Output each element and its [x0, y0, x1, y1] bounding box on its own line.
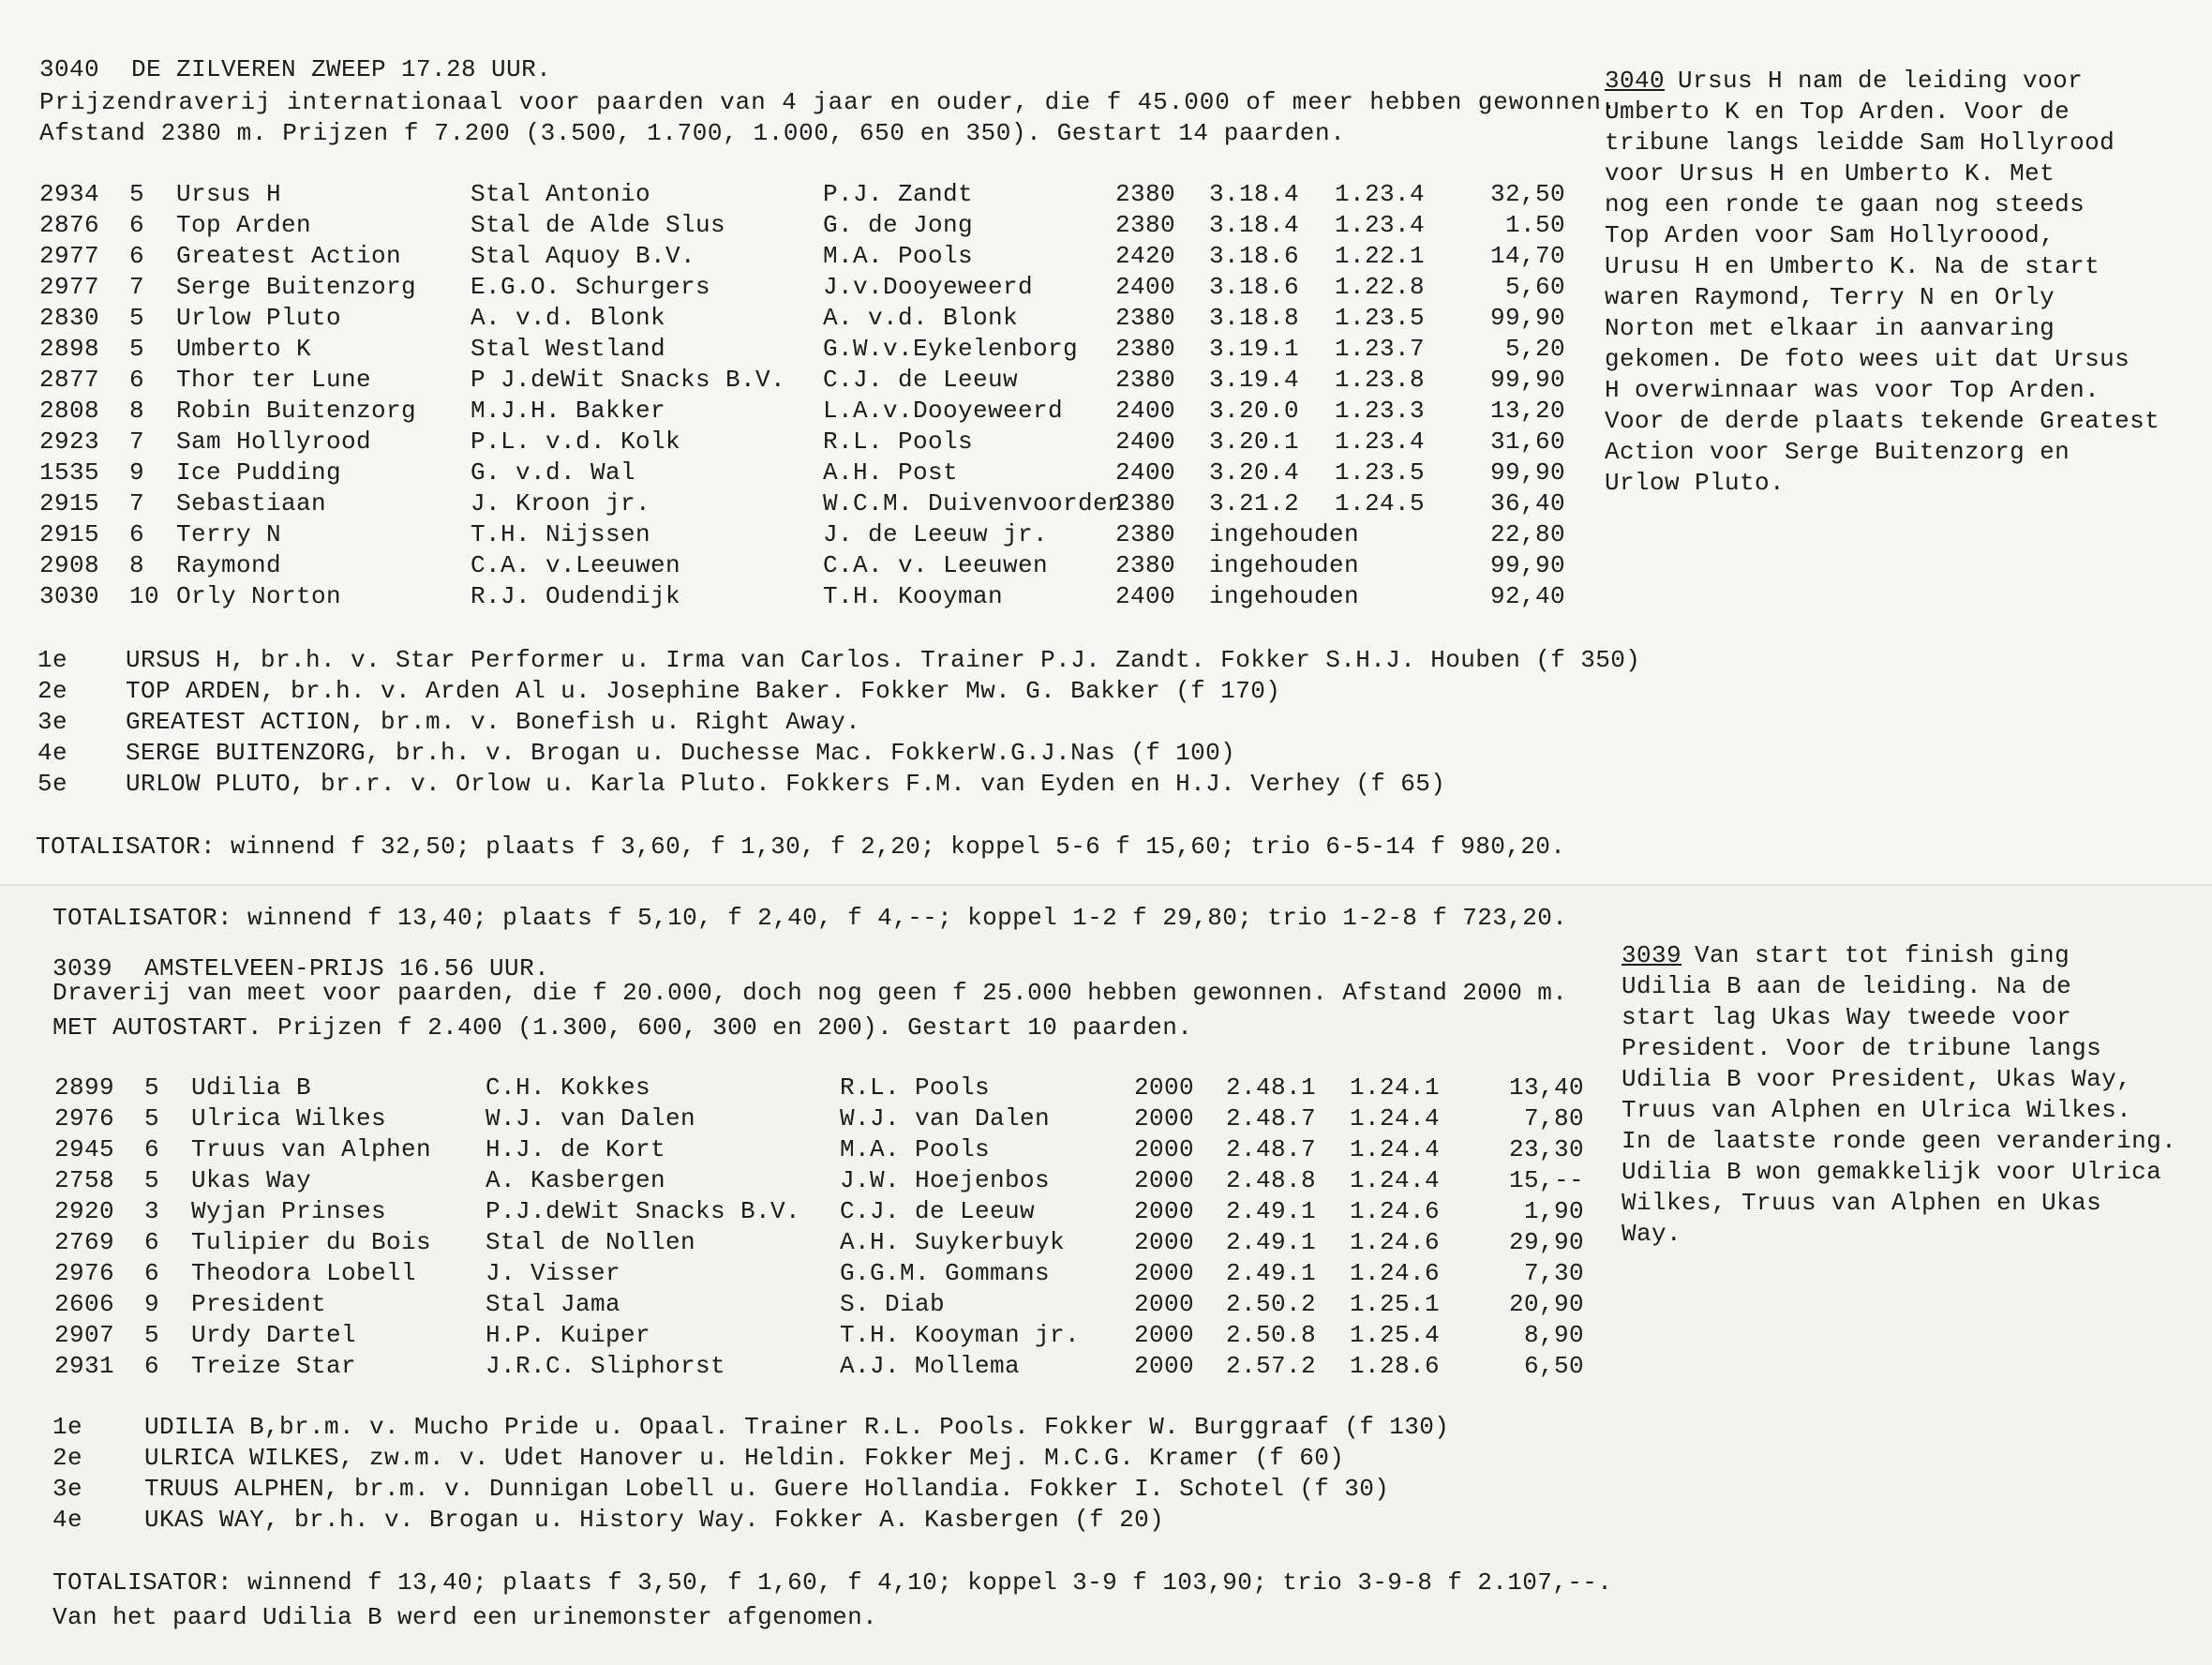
cell-horse: Robin Buitenzorg — [176, 397, 417, 425]
cell-prev: 1535 — [39, 458, 100, 487]
report-line: waren Raymond, Terry N en Orly — [1605, 283, 2055, 311]
cell-km: 1.23.5 — [1335, 458, 1426, 487]
cell-owner: C.A. v.Leeuwen — [471, 551, 681, 579]
placing-description: URLOW PLUTO, br.r. v. Orlow u. Karla Pluto. Fokkers F.M. van Eyden en H.J. Verhey (f 65) — [126, 770, 1446, 798]
placing-position: 2e — [37, 677, 68, 705]
result-row — [0, 1196, 1612, 1227]
cell-no: 7 — [129, 428, 145, 456]
cell-odds: 1.50 — [1504, 211, 1565, 239]
race-3040-description-1: Prijzendraverij internationaal voor paarden van 4 jaar en ouder, die f 45.000 of meer hebben gewonnen. — [39, 88, 1618, 116]
cell-driver: M.A. Pools — [823, 242, 974, 270]
cell-driver: R.L. Pools — [823, 428, 974, 456]
cell-owner: A. v.d. Blonk — [471, 304, 666, 332]
cell-owner: P.J.deWit Snacks B.V. — [486, 1197, 801, 1225]
result-row — [0, 334, 1612, 365]
cell-no: 6 — [144, 1135, 160, 1163]
race-3039-number: 3039 — [52, 954, 113, 982]
cell-driver: L.A.v.Dooyeweerd — [823, 397, 1064, 425]
cell-time: ingehouden — [1209, 582, 1360, 610]
cell-time: 2.48.7 — [1226, 1135, 1317, 1163]
cell-owner: P J.deWit Snacks B.V. — [471, 366, 786, 394]
report-line: In de laatste ronde geen verandering. — [1622, 1127, 2177, 1155]
cell-time: 3.19.1 — [1209, 335, 1300, 363]
cell-no: 6 — [144, 1228, 160, 1256]
placing-position: 3e — [37, 708, 68, 736]
cell-dist: 2400 — [1115, 458, 1176, 487]
cell-dist: 2000 — [1134, 1352, 1195, 1380]
cell-prev: 2876 — [39, 211, 100, 239]
cell-driver: S. Diab — [840, 1290, 946, 1318]
cell-dist: 2380 — [1115, 520, 1176, 548]
cell-horse: Greatest Action — [176, 242, 402, 270]
cell-horse: Ukas Way — [191, 1166, 312, 1194]
result-row — [0, 1289, 1612, 1320]
cell-owner: G. v.d. Wal — [471, 458, 636, 487]
cell-km: 1.24.1 — [1350, 1073, 1441, 1102]
result-row — [0, 1165, 1612, 1196]
result-row — [0, 519, 1612, 550]
race-3040-description-2: Afstand 2380 m. Prijzen f 7.200 (3.500, 1.700, 1.000, 650 en 350). Gestart 14 paarden. — [39, 119, 1346, 147]
cell-no: 8 — [129, 551, 145, 579]
race-3040-title: DE ZILVEREN ZWEEP 17.28 UUR. — [131, 55, 552, 83]
cell-km: 1.24.6 — [1350, 1259, 1441, 1287]
report-line: H overwinnaar was voor Top Arden. — [1605, 376, 2100, 404]
cell-time: 2.49.1 — [1226, 1259, 1317, 1287]
cell-time: 3.21.2 — [1209, 489, 1300, 518]
cell-owner: Stal Westland — [471, 335, 666, 363]
cell-no: 5 — [129, 180, 145, 208]
cell-dist: 2000 — [1134, 1135, 1195, 1163]
cell-prev: 2934 — [39, 180, 100, 208]
placing-description: UKAS WAY, br.h. v. Brogan u. History Way. Fokker A. Kasbergen (f 20) — [144, 1506, 1165, 1534]
report-line: Truus van Alphen en Ulrica Wilkes. — [1622, 1096, 2132, 1124]
report-line: Way. — [1622, 1220, 1682, 1248]
cell-time: 3.18.4 — [1209, 211, 1300, 239]
placing-description: GREATEST ACTION, br.m. v. Bonefish u. Right Away. — [126, 708, 861, 736]
cell-horse: Wyjan Prinses — [191, 1197, 387, 1225]
cell-odds: 7,30 — [1523, 1259, 1584, 1287]
cell-time: 2.48.1 — [1226, 1073, 1317, 1102]
cell-owner: P.L. v.d. Kolk — [471, 428, 681, 456]
cell-no: 5 — [144, 1073, 160, 1102]
cell-driver: G.W.v.Eykelenborg — [823, 335, 1079, 363]
placing-description: URSUS H, br.h. v. Star Performer u. Irma van Carlos. Trainer P.J. Zandt. Fokker S.H.J. Houben (f 350) — [126, 646, 1641, 674]
cell-odds: 15,-- — [1508, 1166, 1584, 1194]
report-line: Van start tot finish ging — [1680, 941, 2070, 969]
cell-driver: A.J. Mollema — [840, 1352, 1021, 1380]
cell-prev: 2769 — [54, 1228, 115, 1256]
cell-time: 2.57.2 — [1226, 1352, 1317, 1380]
cell-horse: Umberto K — [176, 335, 312, 363]
cell-driver: A.H. Post — [823, 458, 959, 487]
placing-description: TRUUS ALPHEN, br.m. v. Dunnigan Lobell u. Guere Hollandia. Fokker I. Schotel (f 30) — [144, 1475, 1390, 1503]
placing-description: UDILIA B,br.m. v. Mucho Pride u. Opaal. Trainer R.L. Pools. Fokker W. Burggraaf (f 130) — [144, 1413, 1450, 1441]
cell-horse: Raymond — [176, 551, 282, 579]
cell-prev: 2977 — [39, 242, 100, 270]
cell-odds: 7,80 — [1523, 1104, 1584, 1132]
cell-km: 1.22.1 — [1335, 242, 1426, 270]
cell-odds: 20,90 — [1508, 1290, 1584, 1318]
report-line: Udilia B aan de leiding. Na de — [1622, 972, 2072, 1000]
cell-odds: 92,40 — [1489, 582, 1565, 610]
cell-time: 3.18.6 — [1209, 242, 1300, 270]
cell-horse: Truus van Alphen — [191, 1135, 432, 1163]
result-row — [0, 365, 1612, 396]
cell-time: 3.18.4 — [1209, 180, 1300, 208]
cell-driver: A.H. Suykerbuyk — [840, 1228, 1066, 1256]
cell-odds: 99,90 — [1489, 551, 1565, 579]
cell-owner: A. Kasbergen — [486, 1166, 666, 1194]
cell-owner: C.H. Kokkes — [486, 1073, 651, 1102]
cell-no: 5 — [144, 1321, 160, 1349]
cell-dist: 2400 — [1115, 273, 1176, 301]
cell-driver: C.J. de Leeuw — [823, 366, 1019, 394]
cell-no: 9 — [129, 458, 145, 487]
cell-dist: 2000 — [1134, 1290, 1195, 1318]
cell-km: 1.24.4 — [1350, 1104, 1441, 1132]
cell-driver: C.A. v. Leeuwen — [823, 551, 1049, 579]
cell-km: 1.24.5 — [1335, 489, 1426, 518]
cell-horse: Ice Pudding — [176, 458, 342, 487]
cell-horse: Urlow Pluto — [176, 304, 342, 332]
cell-driver: T.H. Kooyman jr. — [840, 1321, 1081, 1349]
cell-dist: 2000 — [1134, 1197, 1195, 1225]
cell-prev: 2920 — [54, 1197, 115, 1225]
cell-no: 6 — [129, 366, 145, 394]
cell-km: 1.28.6 — [1350, 1352, 1441, 1380]
cell-dist: 2400 — [1115, 582, 1176, 610]
cell-horse: Sam Hollyrood — [176, 428, 372, 456]
race-3040-totalisator: TOTALISATOR: winnend f 32,50; plaats f 3,60, f 1,30, f 2,20; koppel 5-6 f 15,60; trio 6-5-14 f 980,20. — [36, 832, 1566, 861]
cell-prev: 2923 — [39, 428, 100, 456]
cell-time: 2.48.7 — [1226, 1104, 1317, 1132]
result-row — [0, 581, 1612, 612]
cell-owner: Stal de Alde Slus — [471, 211, 726, 239]
result-row — [0, 179, 1612, 210]
result-row — [0, 1320, 1612, 1351]
cell-prev: 2945 — [54, 1135, 115, 1163]
placing-position: 4e — [37, 739, 68, 767]
cell-no: 9 — [144, 1290, 160, 1318]
cell-owner: T.H. Nijssen — [471, 520, 651, 548]
cell-prev: 2898 — [39, 335, 100, 363]
cell-driver: M.A. Pools — [840, 1135, 991, 1163]
cell-odds: 32,50 — [1489, 180, 1565, 208]
cell-owner: H.P. Kuiper — [486, 1321, 651, 1349]
placing-description: ULRICA WILKES, zw.m. v. Udet Hanover u. Heldin. Fokker Mej. M.C.G. Kramer (f 60) — [144, 1444, 1345, 1472]
cell-odds: 1,90 — [1523, 1197, 1584, 1225]
cell-dist: 2000 — [1134, 1228, 1195, 1256]
cell-km: 1.24.6 — [1350, 1228, 1441, 1256]
cell-prev: 2976 — [54, 1259, 115, 1287]
cell-driver: W.J. van Dalen — [840, 1104, 1051, 1132]
race-3040-report-id: 3040 — [1605, 67, 1666, 95]
report-line: Udilia B won gemakkelijk voor Ulrica — [1622, 1158, 2162, 1186]
report-line: Wilkes, Truus van Alphen en Ukas — [1622, 1189, 2102, 1217]
cell-time: 3.20.0 — [1209, 397, 1300, 425]
cell-no: 5 — [129, 304, 145, 332]
cell-odds: 13,40 — [1508, 1073, 1584, 1102]
cell-no: 7 — [129, 273, 145, 301]
report-line: start lag Ukas Way tweede voor — [1622, 1003, 2072, 1031]
cell-dist: 2000 — [1134, 1073, 1195, 1102]
report-line: Voor de derde plaats tekende Greatest — [1605, 407, 2160, 435]
report-line: voor Ursus H en Umberto K. Met — [1605, 159, 2055, 188]
placing-position: 1e — [37, 646, 68, 674]
cell-owner: Stal Aquoy B.V. — [471, 242, 696, 270]
cell-no: 6 — [129, 242, 145, 270]
cell-time: ingehouden — [1209, 551, 1360, 579]
cell-owner: W.J. van Dalen — [486, 1104, 696, 1132]
result-row — [0, 1258, 1612, 1289]
cell-horse: President — [191, 1290, 327, 1318]
cell-km: 1.22.8 — [1335, 273, 1426, 301]
cell-horse: Ursus H — [176, 180, 282, 208]
cell-km: 1.23.4 — [1335, 180, 1426, 208]
cell-km: 1.24.4 — [1350, 1166, 1441, 1194]
cell-km: 1.23.4 — [1335, 428, 1426, 456]
result-row — [0, 1351, 1612, 1382]
result-row — [0, 303, 1612, 334]
cell-horse: Theodora Lobell — [191, 1259, 417, 1287]
race-3039-description-1: Draverij van meet voor paarden, die f 20.000, doch nog geen f 25.000 hebben gewonnen. Afstand 2000 m. — [52, 979, 1568, 1007]
cell-driver: J.W. Hoejenbos — [840, 1166, 1051, 1194]
result-row — [0, 241, 1612, 272]
result-row — [0, 272, 1612, 303]
cell-driver: G.G.M. Gommans — [840, 1259, 1051, 1287]
cell-time: 2.50.8 — [1226, 1321, 1317, 1349]
cell-dist: 2000 — [1134, 1166, 1195, 1194]
cell-prev: 2908 — [39, 551, 100, 579]
cell-horse: Top Arden — [176, 211, 312, 239]
cell-time: 2.50.2 — [1226, 1290, 1317, 1318]
cell-time: 2.49.1 — [1226, 1197, 1317, 1225]
cell-no: 6 — [144, 1352, 160, 1380]
report-line: tribune langs leidde Sam Hollyrood — [1605, 128, 2115, 157]
cell-owner: Stal Antonio — [471, 180, 651, 208]
cell-horse: Ulrica Wilkes — [191, 1104, 387, 1132]
placing-position: 3e — [52, 1475, 83, 1503]
cell-odds: 31,60 — [1489, 428, 1565, 456]
result-row — [0, 1227, 1612, 1258]
cell-odds: 14,70 — [1489, 242, 1565, 270]
cell-owner: M.J.H. Bakker — [471, 397, 666, 425]
cell-km: 1.23.5 — [1335, 304, 1426, 332]
cell-odds: 22,80 — [1489, 520, 1565, 548]
report-line: Top Arden voor Sam Hollyroood, — [1605, 221, 2055, 249]
cell-no: 5 — [144, 1104, 160, 1132]
race-3039-description-2: MET AUTOSTART. Prijzen f 2.400 (1.300, 600, 300 en 200). Gestart 10 paarden. — [52, 1013, 1193, 1042]
report-line: gekomen. De foto wees uit dat Ursus — [1605, 345, 2130, 373]
cell-horse: Treize Star — [191, 1352, 357, 1380]
cell-no: 5 — [129, 335, 145, 363]
cell-dist: 2380 — [1115, 304, 1176, 332]
result-row — [0, 1134, 1612, 1165]
report-line: President. Voor de tribune langs — [1622, 1034, 2102, 1062]
cell-dist: 2400 — [1115, 428, 1176, 456]
cell-no: 6 — [144, 1259, 160, 1287]
cell-owner: J.R.C. Sliphorst — [486, 1352, 726, 1380]
cell-horse: Udilia B — [191, 1073, 312, 1102]
cell-owner: Stal Jama — [486, 1290, 621, 1318]
cell-driver: P.J. Zandt — [823, 180, 974, 208]
cell-odds: 99,90 — [1489, 366, 1565, 394]
cell-driver: T.H. Kooyman — [823, 582, 1004, 610]
cell-owner: H.J. de Kort — [486, 1135, 666, 1163]
cell-prev: 2877 — [39, 366, 100, 394]
cell-prev: 2899 — [54, 1073, 115, 1102]
race-3039-note: Van het paard Udilia B werd een urinemonster afgenomen. — [52, 1603, 878, 1631]
report-line: Norton met elkaar in aanvaring — [1605, 314, 2055, 342]
report-line: Urlow Pluto. — [1605, 469, 1786, 497]
report-line: Action voor Serge Buitenzorg en — [1605, 438, 2070, 466]
cell-horse: Tulipier du Bois — [191, 1228, 432, 1256]
result-row — [0, 488, 1612, 519]
placing-position: 5e — [37, 770, 68, 798]
cell-dist: 2000 — [1134, 1321, 1195, 1349]
cell-no: 8 — [129, 397, 145, 425]
cell-km: 1.24.4 — [1350, 1135, 1441, 1163]
cell-time: 3.20.1 — [1209, 428, 1300, 456]
cell-prev: 2915 — [39, 520, 100, 548]
cell-horse: Urdy Dartel — [191, 1321, 357, 1349]
cell-dist: 2000 — [1134, 1104, 1195, 1132]
cell-km: 1.23.4 — [1335, 211, 1426, 239]
result-row — [0, 1103, 1612, 1134]
result-row — [0, 550, 1612, 581]
race-3039-title: AMSTELVEEN-PRIJS 16.56 UUR. — [144, 954, 550, 982]
cell-km: 1.25.4 — [1350, 1321, 1441, 1349]
cell-time: 3.18.6 — [1209, 273, 1300, 301]
cell-km: 1.23.3 — [1335, 397, 1426, 425]
placing-position: 1e — [52, 1413, 83, 1441]
cell-prev: 2830 — [39, 304, 100, 332]
cell-dist: 2380 — [1115, 180, 1176, 208]
cell-no: 5 — [144, 1166, 160, 1194]
cell-dist: 2380 — [1115, 335, 1176, 363]
cell-no: 6 — [129, 211, 145, 239]
cell-driver: J. de Leeuw jr. — [823, 520, 1049, 548]
placing-description: SERGE BUITENZORG, br.h. v. Brogan u. Duchesse Mac. FokkerW.G.J.Nas (f 100) — [126, 739, 1236, 767]
cell-horse: Serge Buitenzorg — [176, 273, 417, 301]
cell-dist: 2380 — [1115, 551, 1176, 579]
cell-km: 1.23.8 — [1335, 366, 1426, 394]
race-3040-number: 3040 — [39, 55, 100, 83]
report-line: Ursus H nam de leiding voor — [1663, 67, 2084, 95]
cell-prev: 2915 — [39, 489, 100, 518]
cell-dist: 2000 — [1134, 1259, 1195, 1287]
report-line: Umberto K en Top Arden. Voor de — [1605, 98, 2070, 126]
placing-description: TOP ARDEN, br.h. v. Arden Al u. Josephine Baker. Fokker Mw. G. Bakker (f 170) — [126, 677, 1281, 705]
cell-prev: 2976 — [54, 1104, 115, 1132]
report-line: nog een ronde te gaan nog steeds — [1605, 190, 2085, 218]
cell-odds: 8,90 — [1523, 1321, 1584, 1349]
cell-time: ingehouden — [1209, 520, 1360, 548]
result-row — [0, 458, 1612, 488]
cell-time: 3.18.8 — [1209, 304, 1300, 332]
cell-odds: 5,60 — [1504, 273, 1565, 301]
report-line: Urusu H en Umberto K. Na de start — [1605, 252, 2100, 280]
placing-position: 4e — [52, 1506, 83, 1534]
cell-owner: J. Visser — [486, 1259, 621, 1287]
cell-km: 1.23.7 — [1335, 335, 1426, 363]
race-3039-totalisator: TOTALISATOR: winnend f 13,40; plaats f 3,50, f 1,60, f 4,10; koppel 3-9 f 103,90; trio 3-9-8 f 2.107,--. — [52, 1568, 1613, 1597]
cell-odds: 99,90 — [1489, 304, 1565, 332]
cell-time: 2.48.8 — [1226, 1166, 1317, 1194]
cell-driver: J.v.Dooyeweerd — [823, 273, 1034, 301]
cell-time: 2.49.1 — [1226, 1228, 1317, 1256]
cell-prev: 2931 — [54, 1352, 115, 1380]
cell-horse: Orly Norton — [176, 582, 342, 610]
cell-horse: Terry N — [176, 520, 282, 548]
previous-race-totalisator: TOTALISATOR: winnend f 13,40; plaats f 5,10, f 2,40, f 4,--; koppel 1-2 f 29,80; trio 1-2-8 f 723,20. — [52, 904, 1568, 932]
cell-time: 3.19.4 — [1209, 366, 1300, 394]
cell-no: 10 — [129, 582, 160, 610]
cell-odds: 5,20 — [1504, 335, 1565, 363]
cell-prev: 3030 — [39, 582, 100, 610]
cell-dist: 2380 — [1115, 366, 1176, 394]
report-line: Udilia B voor President, Ukas Way, — [1622, 1065, 2132, 1093]
cell-driver: W.C.M. Duivenvoorden — [823, 489, 1124, 518]
cell-odds: 29,90 — [1508, 1228, 1584, 1256]
cell-owner: E.G.O. Schurgers — [471, 273, 711, 301]
cell-odds: 36,40 — [1489, 489, 1565, 518]
cell-driver: A. v.d. Blonk — [823, 304, 1019, 332]
cell-horse: Sebastiaan — [176, 489, 327, 518]
cell-driver: G. de Jong — [823, 211, 974, 239]
placing-position: 2e — [52, 1444, 83, 1472]
cell-no: 3 — [144, 1197, 160, 1225]
result-row — [0, 396, 1612, 427]
cell-dist: 2380 — [1115, 489, 1176, 518]
cell-odds: 23,30 — [1508, 1135, 1584, 1163]
race-3039-report-id: 3039 — [1622, 941, 1682, 969]
result-row — [0, 1072, 1612, 1103]
cell-no: 7 — [129, 489, 145, 518]
cell-km: 1.25.1 — [1350, 1290, 1441, 1318]
cell-prev: 2808 — [39, 397, 100, 425]
cell-owner: J. Kroon jr. — [471, 489, 651, 518]
cell-prev: 2907 — [54, 1321, 115, 1349]
cell-no: 6 — [129, 520, 145, 548]
cell-owner: R.J. Oudendijk — [471, 582, 681, 610]
cell-dist: 2400 — [1115, 397, 1176, 425]
cell-odds: 6,50 — [1523, 1352, 1584, 1380]
cell-owner: Stal de Nollen — [486, 1228, 696, 1256]
cell-prev: 2758 — [54, 1166, 115, 1194]
cell-km: 1.24.6 — [1350, 1197, 1441, 1225]
cell-dist: 2380 — [1115, 211, 1176, 239]
cell-dist: 2420 — [1115, 242, 1176, 270]
cell-odds: 13,20 — [1489, 397, 1565, 425]
cell-prev: 2606 — [54, 1290, 115, 1318]
cell-time: 3.20.4 — [1209, 458, 1300, 487]
cell-prev: 2977 — [39, 273, 100, 301]
cell-driver: R.L. Pools — [840, 1073, 991, 1102]
cell-odds: 99,90 — [1489, 458, 1565, 487]
cell-driver: C.J. de Leeuw — [840, 1197, 1036, 1225]
result-row — [0, 210, 1612, 241]
cell-horse: Thor ter Lune — [176, 366, 372, 394]
result-row — [0, 427, 1612, 458]
